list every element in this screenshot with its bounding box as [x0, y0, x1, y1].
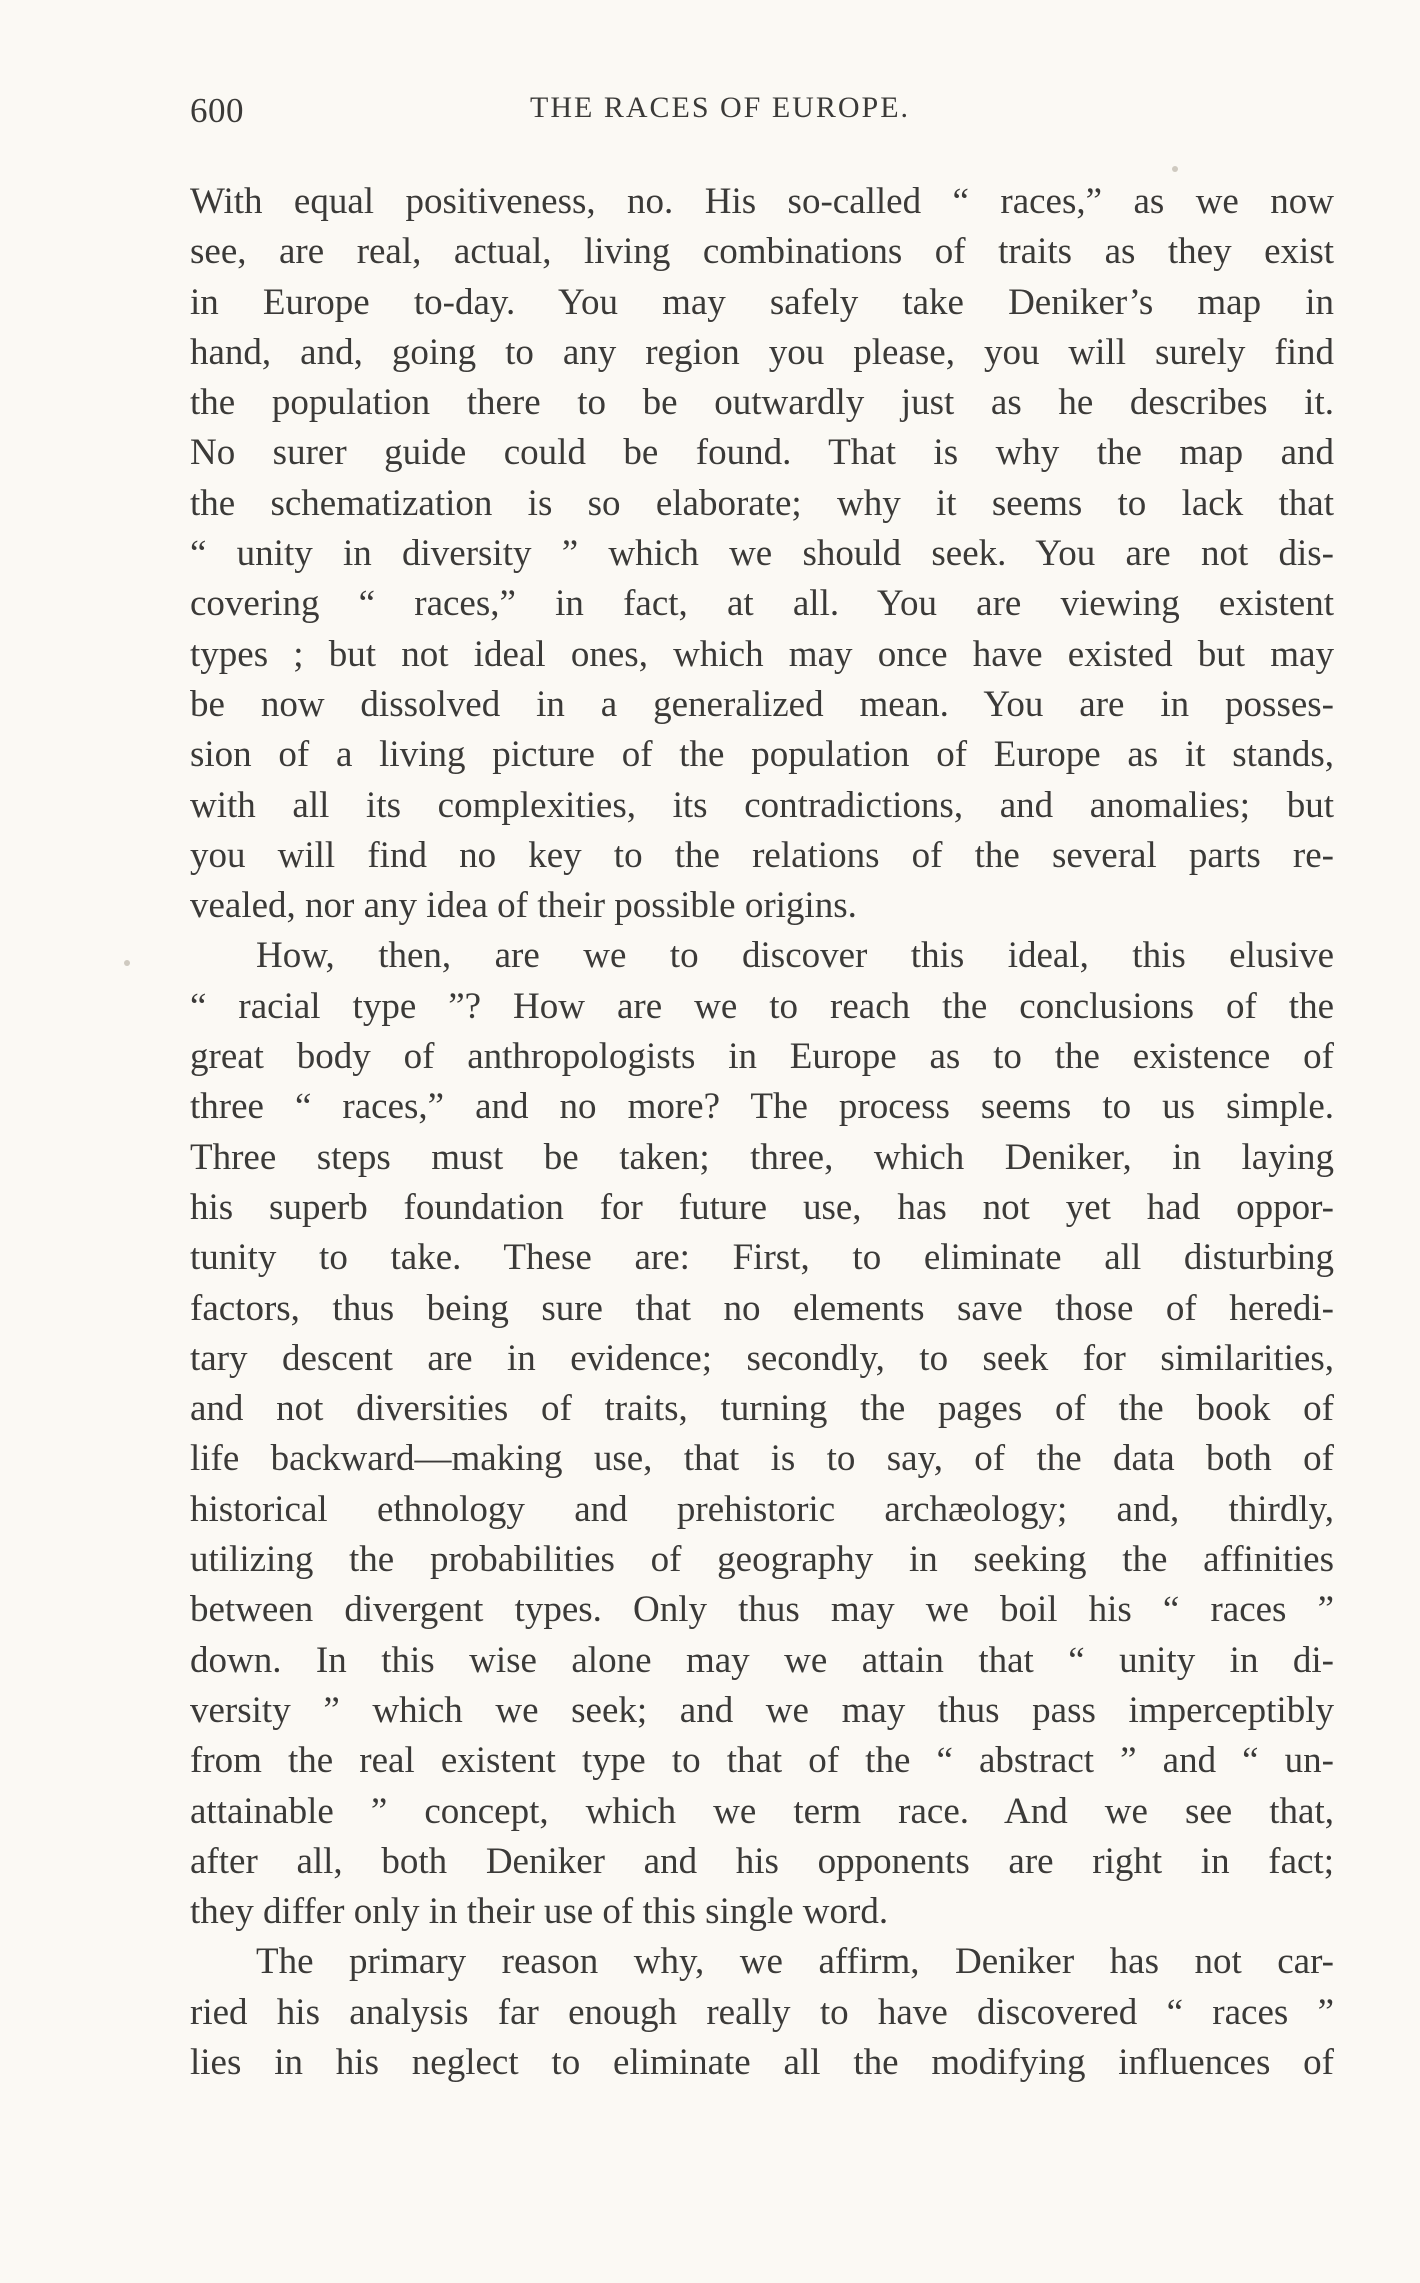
text-line: lies in his neglect to eliminate all the modifying influences of [190, 2041, 1334, 2083]
text-line: tary descent are in evidence; secondly, to seek for similarities, [190, 1337, 1334, 1379]
text-line: the schematization is so elaborate; why it seems to lack that [190, 482, 1334, 524]
text-line: with all its complexities, its contradictions, and anomalies; but [190, 784, 1334, 826]
text-line: Three steps must be taken; three, which Deniker, in laying [190, 1136, 1334, 1178]
text-line: versity ” which we seek; and we may thus pass imperceptibly [190, 1689, 1334, 1731]
text-line: three “ races,” and no more? The process seems to us simple. [190, 1086, 1334, 1128]
text-line: utilizing the probabilities of geography in seeking the affinities [190, 1539, 1334, 1581]
text-line: from the real existent type to that of the “ abstract ” and “ un- [190, 1740, 1334, 1782]
text-line: How, then, are we to discover this ideal, this elusive [256, 935, 1334, 977]
text-line: down. In this wise alone may we attain that “ unity in di- [190, 1639, 1334, 1681]
text-line: types ; but not ideal ones, which may once have existed but may [190, 633, 1334, 675]
text-line: tunity to take. These are: First, to eliminate all disturbing [190, 1237, 1334, 1279]
running-title: THE RACES OF EUROPE. [530, 91, 911, 124]
text-line: you will find no key to the relations of the several parts re- [190, 834, 1334, 876]
text-line: the population there to be outwardly just as he describes it. [190, 382, 1334, 424]
text-line: “ racial type ”? How are we to reach the conclusions of the [190, 985, 1334, 1027]
text-line: his superb foundation for future use, has not yet had oppor- [190, 1186, 1334, 1228]
text-line: ried his analysis far enough really to have discovered “ races ” [190, 1991, 1334, 2033]
text-line: factors, thus being sure that no elements save those of heredi- [190, 1287, 1334, 1329]
body-text [190, 177, 1334, 2088]
text-line: “ unity in diversity ” which we should seek. You are not dis- [190, 533, 1334, 575]
text-line: see, are real, actual, living combinations of traits as they exist [190, 231, 1334, 273]
text-line: vealed, nor any idea of their possible origins. [190, 885, 857, 927]
paper-speck [124, 960, 130, 966]
running-head [190, 91, 1330, 137]
text-line: between divergent types. Only thus may we boil his “ races ” [190, 1589, 1334, 1631]
text-line: The primary reason why, we affirm, Deniker has not car- [256, 1941, 1334, 1983]
text-line: life backward—making use, that is to say, of the data both of [190, 1438, 1334, 1480]
text-line: covering “ races,” in fact, at all. You are viewing existent [190, 583, 1334, 625]
text-line: in Europe to-day. You may safely take Deniker’s map in [190, 281, 1334, 323]
text-line: hand, and, going to any region you please, you will surely find [190, 331, 1334, 373]
text-line: and not diversities of traits, turning the pages of the book of [190, 1388, 1334, 1430]
text-line: be now dissolved in a generalized mean. You are in posses- [190, 683, 1334, 725]
text-line: they differ only in their use of this single word. [190, 1891, 889, 1933]
text-line: great body of anthropologists in Europe as to the existence of [190, 1036, 1334, 1078]
text-line: No surer guide could be found. That is why the map and [190, 432, 1334, 474]
text-line: attainable ” concept, which we term race. And we see that, [190, 1790, 1334, 1832]
text-line: sion of a living picture of the population of Europe as it stands, [190, 734, 1334, 776]
text-line: historical ethnology and prehistoric archæology; and, thirdly, [190, 1488, 1334, 1530]
text-line: after all, both Deniker and his opponents are right in fact; [190, 1840, 1334, 1882]
page-number: 600 [190, 91, 244, 130]
text-line: With equal positiveness, no. His so-called “ races,” as we now [190, 181, 1334, 222]
paper-speck [1172, 166, 1178, 172]
